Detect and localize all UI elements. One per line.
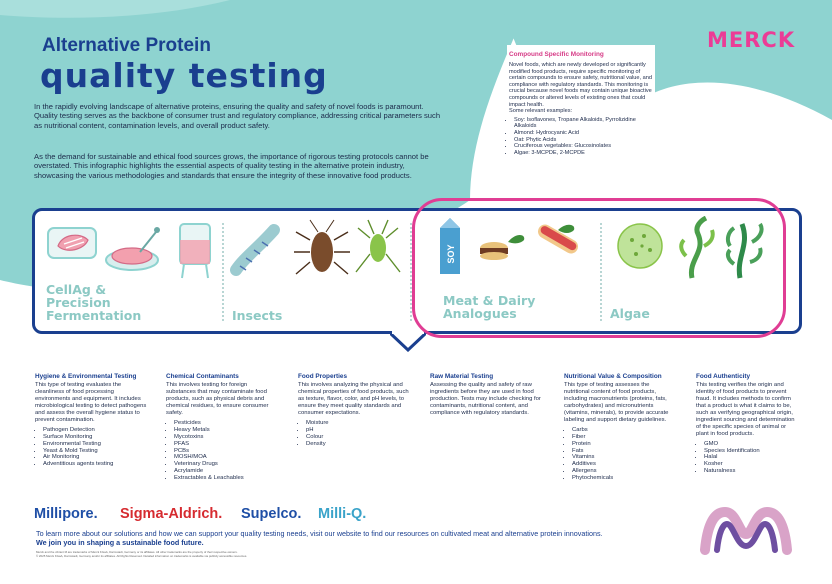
category-algae: Algae [610,306,650,321]
testing-list [166,420,278,482]
list-item: • Vitamins [572,454,676,461]
category-label: Meat & Dairy [443,293,536,308]
small-print-line-2: © 2025 Merck KGaA, Darmstadt, Germany and/or its affiliates. All Rights Reserved. Detailed information on trademarks is available via publicly accessible resources. [36,554,248,558]
list-item: • PFAS [174,441,278,448]
testing-body: This involves testing for foreign substances that may contaminate food products, such as physical debris and chemical residues, to ensure consumer safety. [166,382,269,417]
larva-icon [236,230,274,270]
intro-paragraph-1: In the rapidly evolving landscape of alternative proteins, ensuring the quality and safety of novel foods is paramount. Quality testing serves as the backbone of consumer trust and regulatory compliance, addressing critical parameters such as nutritional content, contamination levels, and overall product safety. [34,102,441,130]
cockroach-icon [294,220,350,274]
list-item: • Air Monitoring [43,454,147,461]
testing-title: Food Properties [298,373,348,380]
brand-millipore: Millipore. [34,506,98,522]
category-label: Fermentation [46,308,142,323]
insect-icons [230,218,410,288]
list-item: • Cruciferous vegetables: Glucosinolates [514,143,655,150]
title-line1: Alternative Protein [42,35,211,56]
band-pointer [390,330,426,352]
list-item: • Additives [572,461,676,468]
list-item: • PCBs [174,448,278,455]
meat-dairy-icons [436,214,596,284]
list-item: • Almond: Hydrocyanic Acid [514,130,655,137]
bioreactor-icon [180,224,210,278]
algae-cell-icon [618,224,662,268]
list-item: • GMO [704,441,800,448]
list-item: • Surface Monitoring [43,434,147,441]
list-item: • Heavy Metals [174,427,278,434]
category-label: CellAg & [46,282,107,297]
intro-paragraph-2: As the demand for sustainable and ethical food sources grows, the importance of rigorous testing protocols cannot be overstated. This infographic highlights the essential aspects of quality testing in the alternative protein industry, showcasing the various methodologies and standards that ensure the integrity of these innovative food products. [34,152,429,180]
list-item: • MOSH/MOA [174,454,278,461]
category-cellag [46,283,141,322]
list-item: • Naturalness [704,468,800,475]
testing-list [696,441,800,476]
list-item: • Colour [306,434,410,441]
testing-column-chemical [166,373,278,482]
merck-m-icon [697,498,795,560]
list-item: • Fiber [572,434,676,441]
compound-monitoring-title: Compound Specific Monitoring [509,51,604,58]
list-item: • Environmental Testing [43,441,147,448]
category-meat-dairy [443,294,535,320]
testing-column-authenticity [696,373,800,475]
brand-sigma-aldrich: Sigma-Aldrich. [120,506,223,522]
list-item: • Moisture [306,420,410,427]
list-item: • Extractables & Leachables [174,475,278,482]
testing-body: This testing verifies the origin and identity of food products to prevent fraud. It includes methods to confirm that a product is what it claims to be, such as verifying geographical origin, ingredient sourcing and determination of the specific species of animal or plant in food products. [696,382,795,437]
footer-line-1: To learn more about our solutions and how we can support your quality testing needs, visit our website to find our resources on cultivated meat and alternative protein innovations. [36,529,603,538]
list-item: • Acrylamide [174,468,278,475]
list-item: • Phytochemicals [572,475,676,482]
list-item: • Kosher [704,461,800,468]
testing-title: Nutritional Value & Composition [564,373,662,380]
soy-milk-carton-icon [440,218,460,274]
testing-column-raw-material [430,373,542,417]
list-item: • Adventitious agents testing [43,461,147,468]
small-print [36,550,676,558]
compound-monitoring-body: Novel foods, which are newly developed or significantly modified food products, require specific monitoring of certain compounds to ensure safety, nutritional value, and compliance with regulatory standards. This monitoring is crucial because novel foods may contain unique bioactive compounds or altered levels of existing ones that could impact health. [509,62,652,108]
algae-icons [610,216,780,286]
testing-list [35,427,147,468]
list-item: • Pesticides [174,420,278,427]
hotdog-icon [535,222,580,256]
testing-title: Food Authenticity [696,373,751,380]
testing-column-hygiene [35,373,147,468]
seaweed-icon [681,218,713,278]
list-item: • Veterinary Drugs [174,461,278,468]
testing-list [564,427,676,482]
footer-message [36,529,676,547]
list-item: • Oat: Phytic Acids [514,137,655,144]
list-item: • Pathogen Detection [43,427,147,434]
list-item: • Protein [572,441,676,448]
list-item: • pH [306,427,410,434]
testing-body: This type of testing assesses the nutritional content of food products, including macronutrients (proteins, fats, carbohydrates) and micronutrients (vitamins, minerals), to provide accurate labeling and support dietary guidelines. [564,382,669,423]
testing-title: Hygiene & Environmental Testing [35,373,137,380]
list-item: • Algae: 3-MCPDE, 2-MCPDE [514,150,655,157]
merck-logo: MERCK [707,28,796,52]
footer-line-2: We join you in shaping a sustainable food future. [36,538,204,547]
small-print-line-1: Merck and the vibrant M are trademarks of Merck KGaA, Darmstadt, Germany or its affiliates. All other trademarks are the property of their respective owners. [36,550,238,554]
testing-body: Assessing the quality and safety of raw ingredients before they are used in food production. Tests may include checking for contaminants, nutritional content, and compliance with regulatory standards. [430,382,541,417]
merck-m-logo-card [697,498,795,560]
testing-body: This involves analyzing the physical and chemical properties of food products, such as texture, flavor, color, and pH levels, to ensure they meet quality standards and consumer expectations. [298,382,409,417]
list-item: • Species Identification [704,448,800,455]
cricket-icon [356,220,400,272]
compound-examples-intro: Some relevant examples: [509,108,573,115]
list-item: • Density [306,441,410,448]
list-item: • Allergens [572,468,676,475]
kelp-icon [728,224,762,278]
list-item: • Carbs [572,427,676,434]
list-item: • Halal [704,454,800,461]
burger-icon [480,235,524,260]
category-label: Analogues [443,306,517,321]
testing-title: Raw Material Testing [430,373,494,380]
list-item: • Soy: Isoflavones, Tropane Alkaloids, Pyrrolizidine Alkaloids [514,117,655,130]
category-label: Precision [46,295,111,310]
testing-column-food-properties [298,373,410,448]
petri-meat-icon [48,228,96,258]
title-line2: quality testing [40,56,328,95]
brand-milli-q: Milli-Q. [318,506,367,522]
cellag-icons [44,218,224,288]
petri-dish-icon [106,227,160,270]
testing-body: This type of testing evaluates the cleanliness of food processing environments and equipment. It includes microbiological testing to detect pathogens and assess the overall hygiene status to prevent contamination. [35,382,147,423]
testing-column-nutritional [564,373,676,482]
testing-title: Chemical Contaminants [166,373,239,380]
list-item: • Mycotoxins [174,434,278,441]
category-insects: Insects [232,308,283,323]
brand-supelco: Supelco. [241,506,302,522]
compound-examples-list [507,117,655,157]
soy-label: SOY [446,244,456,264]
list-item: • Fats [572,448,676,455]
list-item: • Yeast & Mold Testing [43,448,147,455]
testing-list [298,420,410,448]
